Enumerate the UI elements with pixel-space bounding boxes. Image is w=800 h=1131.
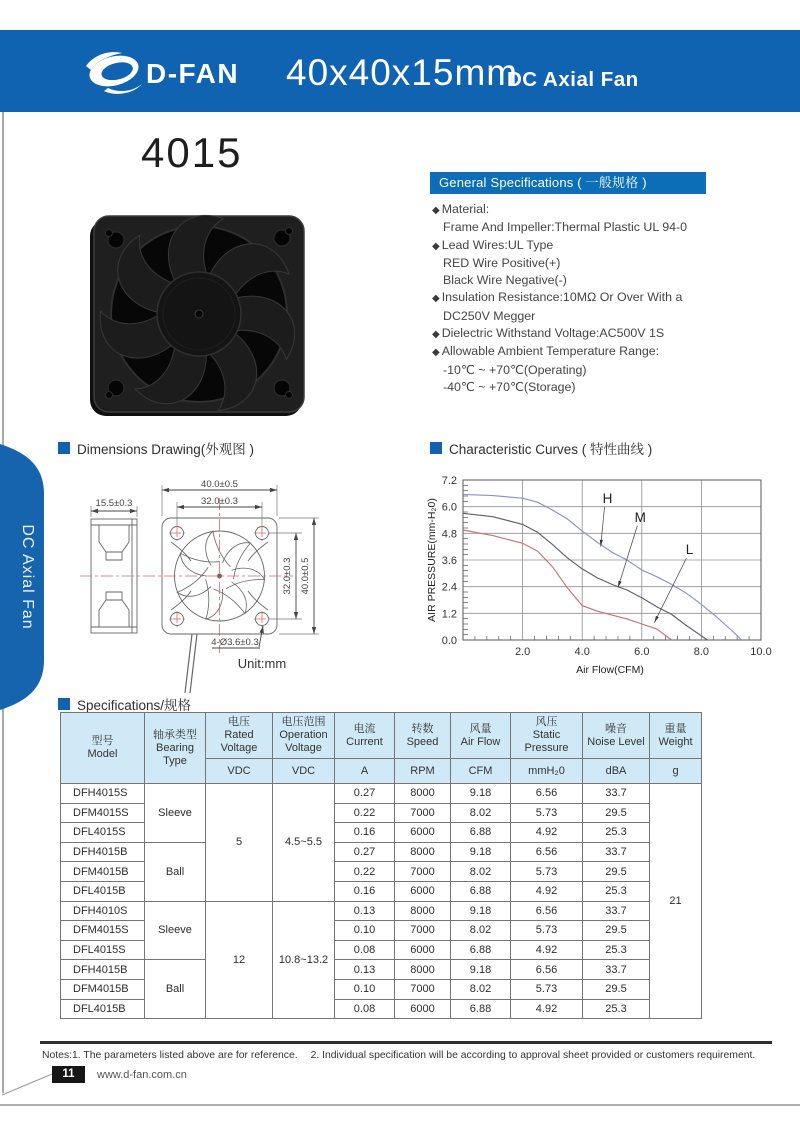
x-tick-label: 10.0 [750,646,772,658]
value-cell: 29.5 [583,862,650,882]
value-cell: 5.73 [511,803,583,823]
column-header: 电流 Current [335,713,395,759]
value-cell: 8000 [395,784,451,804]
value-cell: 33.7 [583,784,650,804]
page-title-size: 40x40x15mm [286,52,519,93]
value-cell: 29.5 [583,803,650,823]
value-cell: Sleeve [145,901,206,960]
value-cell: 0.13 [335,901,395,921]
value-cell: Sleeve [145,784,206,843]
y-axis-label: AIR PRESSURE(mm-H₂0) [426,498,438,622]
characteristic-curves-chart [425,462,777,682]
y-tick-label: 7.2 [441,475,457,487]
dim-outer-height: 40.0±0.5 [300,557,311,595]
value-cell: Ball [145,960,206,1019]
column-unit: dBA [583,759,650,784]
value-cell: 25.3 [583,999,650,1019]
general-specs-header: General Specifications ( 一般规格 ) [430,172,706,194]
value-cell: 0.13 [335,960,395,980]
column-header: 重量 Weight [650,713,702,759]
column-header: 轴承类型 Bearing Type [145,713,206,784]
column-unit: VDC [273,759,335,784]
footer-decoration [0,1060,100,1100]
value-cell: 8000 [395,960,451,980]
value-cell: 7000 [395,803,451,823]
table-row [61,784,702,804]
dim-outer-width: 40.0±0.5 [201,479,238,490]
value-cell: 9.18 [451,784,511,804]
series-label-M: M [634,509,646,525]
value-cell: 0.16 [335,823,395,843]
column-header: 转数 Speed [395,713,451,759]
page-title-product: DC Axial Fan [507,68,639,91]
value-cell: 29.5 [583,921,650,941]
value-cell: 6.88 [451,999,511,1019]
diamond-bullet-icon: ◆ [432,205,440,216]
value-cell: 12 [206,901,273,1019]
value-cell: 5.73 [511,862,583,882]
value-cell: 7000 [395,862,451,882]
column-header: 型号 Model [61,713,145,784]
dim-hole-pitch-h: 32.0±0.3 [282,557,293,595]
value-cell: 33.7 [583,842,650,862]
spec-item: -40℃ ~ +70℃(Storage) [443,379,576,394]
column-unit: CFM [451,759,511,784]
column-unit: RPM [395,759,451,784]
value-cell: 8000 [395,901,451,921]
value-cell: 0.08 [335,999,395,1019]
x-tick-label: 8.0 [693,646,710,658]
model-cell: DFL4015S [61,940,145,960]
dim-holes: 4-Ø3.6±0.3 [211,637,259,648]
value-cell: 33.7 [583,960,650,980]
column-unit: VDC [206,759,273,784]
value-cell: 10.8~13.2 [273,901,335,1019]
value-cell: 5.73 [511,979,583,999]
section-specifications-label: Specifications/规格 [77,698,192,713]
diamond-bullet-icon: ◆ [432,293,440,305]
model-cell: DFH4015S [61,784,145,804]
spec-item: -10℃ ~ +70℃(Operating) [443,362,587,377]
value-cell: 0.27 [335,784,395,804]
value-cell: 6.56 [511,901,583,921]
model-cell: DFM4015S [61,921,145,941]
spec-item: ◆ Insulation Resistance:10MΩ Or Over With a [432,290,683,305]
spec-item: ◆ Lead Wires:UL Type [432,237,554,252]
x-axis-label: Air Flow(CFM) [576,664,644,676]
y-tick-label: 0.0 [441,635,457,647]
y-tick-label: 6.0 [441,501,457,514]
model-cell: DFM4015B [61,979,145,999]
fan-product-image [86,210,312,420]
arrowhead [654,616,658,623]
value-cell: 6000 [395,999,451,1019]
value-cell: 8000 [395,842,451,862]
table-row [61,842,702,862]
value-cell: 9.18 [451,960,511,980]
section-dimensions-label: Dimensions Drawing(外观图 ) [77,442,255,457]
note-2: 2. Individual specification will be according to approval sheet provided or customers requirement. [310,1050,756,1061]
table-row [61,960,702,980]
curve-H [463,494,742,640]
centerlines [80,498,293,653]
value-cell: 0.08 [335,940,395,960]
model-cell: DFH4010S [61,901,145,921]
specifications-table [60,712,702,1019]
column-unit: A [335,759,395,784]
value-cell: 8.02 [451,979,511,999]
value-cell: 6.56 [511,960,583,980]
bottom-rule [0,1104,800,1106]
blue-square-bullet [58,442,70,454]
value-cell: 6.88 [451,881,511,901]
column-header: 风量 Air Flow [451,713,511,759]
sidebar-tab [0,436,46,716]
curve-M [463,513,707,640]
general-specs-list [432,201,772,396]
value-cell: 4.5~5.5 [273,784,335,902]
spec-item: Frame And Impeller:Thermal Plastic UL 94-0 [443,220,688,235]
value-cell: 21 [650,784,702,1019]
model-cell: DFH4015B [61,842,145,862]
x-tick-label: 6.0 [634,646,650,658]
dim-depth: 15.5±0.3 [95,498,133,509]
model-cell: DFL4015B [61,881,145,901]
model-number: 4015 [141,129,243,176]
value-cell: 9.18 [451,901,511,921]
value-cell: 7000 [395,979,451,999]
page-number-badge: 11 [52,1066,85,1083]
column-header: 电压 Rated Voltage [206,713,273,759]
series-label-L: L [685,542,694,557]
dimensions-drawing [68,468,398,708]
column-unit: g [650,759,702,784]
value-cell: 6.88 [451,823,511,843]
series-label-H: H [602,490,613,506]
curve-L [463,530,672,640]
spec-item: ◆ Material: [432,202,490,216]
value-cell: 6000 [395,823,451,843]
sidebar-label: DC Axial Fan [19,524,36,630]
model-cell: DFL4015S [61,823,145,843]
y-tick-label: 3.6 [441,555,457,567]
model-cell: DFH4015B [61,960,145,980]
value-cell: 4.92 [511,881,583,901]
value-cell: 6.56 [511,784,583,804]
y-tick-label: 2.4 [441,581,457,594]
value-cell: 0.10 [335,921,395,941]
value-cell: 0.22 [335,803,395,823]
x-tick-label: 4.0 [574,646,590,658]
value-cell: 25.3 [583,940,650,960]
notes-text [42,1050,782,1061]
spec-item: DC250V Megger [443,308,536,323]
section-dimensions [58,438,254,458]
spec-item: Black Wire Negative(-) [443,273,567,288]
value-cell: 8.02 [451,862,511,882]
value-cell: 0.16 [335,881,395,901]
section-curves-label: Characteristic Curves ( 特性曲线 ) [449,442,653,457]
column-unit: mmH₂0 [511,759,583,784]
note-1: Notes:1. The parameters listed above are for reference. [42,1050,298,1061]
dim-unit: Unit:mm [237,656,287,671]
value-cell: 9.18 [451,842,511,862]
value-cell: 4.92 [511,999,583,1019]
y-tick-label: 4.8 [441,528,457,541]
value-cell: 6000 [395,940,451,960]
value-cell: 0.27 [335,842,395,862]
column-header: 风压 Static Pressure [511,713,583,759]
value-cell: 8.02 [451,921,511,941]
diamond-bullet-icon: ◆ [432,347,440,359]
brand-logo [84,50,264,96]
value-cell: 33.7 [583,901,650,921]
model-cell: DFM4015B [61,862,145,882]
spec-item: ◆ Dielectric Withstand Voltage:AC500V 1S [432,326,665,341]
fan-swirl-icon [86,51,142,94]
dimension-lines [91,490,314,648]
value-cell: 0.10 [335,979,395,999]
value-cell: 5.73 [511,921,583,941]
diamond-bullet-icon: ◆ [432,240,440,252]
blue-square-bullet [430,442,442,454]
spec-item: RED Wire Positive(+) [443,255,561,270]
value-cell: 0.22 [335,862,395,882]
value-cell: 25.3 [583,881,650,901]
y-tick-label: 1.2 [441,608,457,621]
value-cell: 7000 [395,921,451,941]
notes-rule [40,1041,772,1044]
diamond-bullet-icon: ◆ [432,329,440,341]
column-header: 电压范围 Operation Voltage [273,713,335,759]
section-curves [430,438,652,458]
model-cell: DFL4015B [61,999,145,1019]
value-cell: 6000 [395,881,451,901]
value-cell: 6.56 [511,842,583,862]
value-cell: 6.88 [451,940,511,960]
value-cell: 5 [206,784,273,902]
value-cell: 4.92 [511,940,583,960]
value-cell: 8.02 [451,803,511,823]
value-cell: Ball [145,842,206,901]
value-cell: 25.3 [583,823,650,843]
value-cell: 29.5 [583,979,650,999]
value-cell: 4.92 [511,823,583,843]
dim-hole-pitch-w: 32.0±0.3 [201,496,238,507]
model-cell: DFM4015S [61,803,145,823]
spec-item: ◆ Allowable Ambient Temperature Range: [432,344,660,359]
x-tick-label: 2.0 [514,646,531,658]
column-header: 噪音 Noise Level [583,713,650,759]
brand-name: D-FAN [146,58,240,89]
table-row [61,901,702,921]
website-link[interactable]: www.d-fan.com.cn [97,1069,187,1081]
